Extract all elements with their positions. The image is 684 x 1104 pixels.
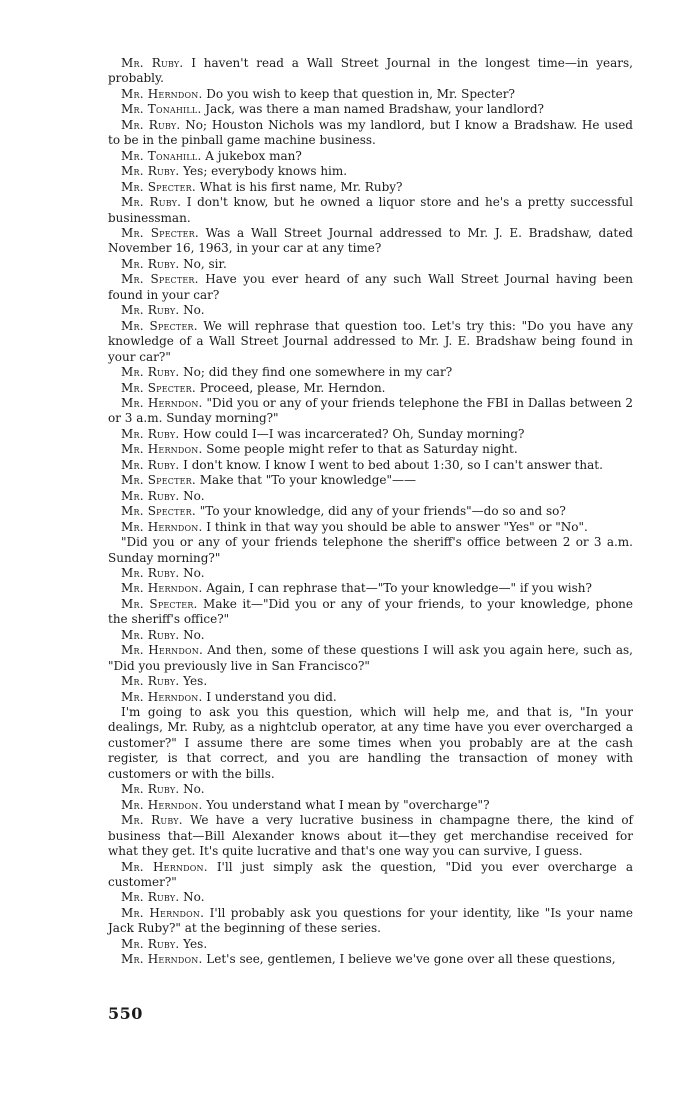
speaker-name: Mr. Ruby. bbox=[121, 782, 180, 797]
transcript-paragraph bbox=[108, 489, 633, 504]
transcript-paragraph bbox=[108, 149, 633, 164]
speaker-name: Mr. Herndon. bbox=[121, 859, 208, 874]
transcript-paragraph bbox=[108, 319, 633, 365]
speech-text: I'm going to ask you this question, which will help me, and that is, "In your dealings, Mr. Ruby, as a nightclub operator, at any time have you ever overcharged a customer?" I assume there are some times when you probably are at the cash register, is that correct, and you are handling the transaction of money with customers or with the bills. bbox=[108, 705, 633, 781]
speech-text: No. bbox=[179, 627, 205, 642]
transcript-page bbox=[108, 56, 633, 968]
speaker-name: Mr. Ruby. bbox=[121, 256, 180, 271]
speaker-name: Mr. Specter. bbox=[121, 473, 196, 488]
speaker-name: Mr. Ruby. bbox=[121, 195, 182, 210]
transcript-paragraph bbox=[108, 226, 633, 257]
speaker-name: Mr. Specter. bbox=[121, 179, 196, 194]
transcript-paragraph bbox=[108, 164, 633, 179]
speech-text: I don't know, but he owned a liquor store and he's a pretty successful businessman. bbox=[108, 195, 633, 225]
transcript-paragraph bbox=[108, 860, 633, 891]
speech-text: Have you ever heard of any such Wall Street Journal having been found in your car? bbox=[108, 272, 634, 302]
transcript-paragraph bbox=[108, 303, 633, 318]
transcript-paragraph bbox=[108, 118, 633, 149]
speech-text: No, sir. bbox=[179, 256, 227, 271]
speaker-name: Mr. Ruby. bbox=[121, 117, 181, 132]
speech-text: And then, some of these questions I will ask you again here, such as, "Did you previously live in San Francisco?" bbox=[108, 643, 633, 673]
transcript-paragraph bbox=[108, 566, 633, 581]
speech-text: "Did you or any of your friends telephone the FBI in Dallas between 2 or 3 a.m. Sunday morning?" bbox=[108, 395, 633, 426]
transcript-paragraph bbox=[108, 906, 633, 937]
speech-text: I understand you did. bbox=[202, 689, 337, 704]
speaker-name: Mr. Ruby. bbox=[121, 936, 180, 951]
speech-text: Was a Wall Street Journal addressed to Mr. J. E. Bradshaw, dated November 16, 1963, in your car at any time? bbox=[108, 225, 633, 256]
speech-text: Yes; everybody knows him. bbox=[179, 164, 348, 179]
speaker-name: Mr. Ruby. bbox=[121, 890, 180, 905]
speaker-name: Mr. Herndon. bbox=[121, 689, 203, 704]
transcript-paragraph bbox=[108, 442, 633, 457]
transcript-paragraph bbox=[108, 458, 633, 473]
speech-text: No. bbox=[179, 303, 205, 318]
speaker-name: Mr. Ruby. bbox=[121, 627, 180, 642]
speech-text: Let's see, gentlemen, I believe we've gone over all these questions, bbox=[202, 952, 616, 967]
transcript-paragraph bbox=[108, 56, 633, 87]
speech-text: No. bbox=[179, 782, 205, 797]
speech-text: Yes. bbox=[179, 674, 208, 689]
speaker-name: Mr. Ruby. bbox=[121, 303, 180, 318]
speech-text: How could I—I was incarcerated? Oh, Sunday morning? bbox=[179, 426, 525, 441]
speaker-name: Mr. Tonahill. bbox=[121, 148, 202, 163]
transcript-paragraph bbox=[108, 272, 633, 303]
speech-text: No. bbox=[179, 890, 205, 905]
speech-text: I'll probably ask you questions for your identity, like "Is your name Jack Ruby?" at the beginning of these series. bbox=[108, 905, 633, 936]
speech-text: I'll just simply ask the question, "Did you ever overcharge a customer?" bbox=[108, 859, 633, 890]
speaker-name: Mr. Herndon. bbox=[121, 581, 203, 596]
transcript-paragraph bbox=[108, 690, 633, 705]
transcript-paragraph bbox=[108, 520, 633, 535]
speech-text: I think in that way you should be able to answer "Yes" or "No". bbox=[202, 519, 588, 534]
transcript-paragraph bbox=[108, 674, 633, 689]
transcript-paragraph bbox=[108, 396, 633, 427]
transcript-paragraph bbox=[108, 257, 633, 272]
speaker-name: Mr. Herndon. bbox=[121, 905, 205, 920]
speech-text: No. bbox=[179, 488, 205, 503]
speaker-name: Mr. Ruby. bbox=[121, 457, 180, 472]
transcript-paragraph bbox=[108, 535, 633, 566]
speech-text: No; Houston Nichols was my landlord, but I know a Bradshaw. He used to be in the pinball game machine business. bbox=[108, 117, 633, 148]
speaker-name: Mr. Tonahill. bbox=[121, 102, 202, 117]
speech-text: No. bbox=[179, 565, 205, 580]
speaker-name: Mr. Specter. bbox=[121, 380, 196, 395]
transcript-paragraph bbox=[108, 581, 633, 596]
transcript-paragraph bbox=[108, 890, 633, 905]
speech-text: Some people might refer to that as Saturday night. bbox=[202, 442, 518, 457]
speech-text: We will rephrase that question too. Let's try this: "Do you have any knowledge of a Wall Street Journal addressed to Mr. J. E. Bradshaw being found in your car?" bbox=[108, 318, 633, 364]
speaker-name: Mr. Herndon. bbox=[121, 797, 203, 812]
transcript-paragraph bbox=[108, 87, 633, 102]
speech-text: No; did they find one somewhere in my car? bbox=[179, 365, 453, 380]
speech-text: Make that "To your knowledge"—— bbox=[195, 473, 417, 488]
transcript-paragraph bbox=[108, 365, 633, 380]
speech-text: "To your knowledge, did any of your friends"—do so and so? bbox=[195, 504, 566, 519]
speech-text: Again, I can rephrase that—"To your knowledge—" if you wish? bbox=[202, 581, 592, 596]
speaker-name: Mr. Specter. bbox=[121, 596, 198, 611]
transcript-paragraph bbox=[108, 813, 633, 859]
speech-text: I don't know. I know I went to bed about 1:30, so I can't answer that. bbox=[179, 457, 603, 472]
page-number: 550 bbox=[108, 1004, 143, 1023]
transcript-body bbox=[108, 56, 633, 968]
speaker-name: Mr. Herndon. bbox=[121, 395, 203, 410]
speech-text: You understand what I mean by "overcharge"? bbox=[202, 797, 490, 812]
speaker-name: Mr. Herndon. bbox=[121, 952, 203, 967]
speaker-name: Mr. Ruby. bbox=[121, 56, 184, 70]
transcript-paragraph bbox=[108, 782, 633, 797]
speech-text: "Did you or any of your friends telephone the sheriff's office between 2 or 3 a.m. Sunday morning?" bbox=[108, 535, 633, 565]
speaker-name: Mr. Specter. bbox=[121, 504, 196, 519]
transcript-paragraph bbox=[108, 597, 633, 628]
speech-text: What is his first name, Mr. Ruby? bbox=[195, 179, 403, 194]
transcript-paragraph bbox=[108, 952, 633, 967]
transcript-paragraph bbox=[108, 937, 633, 952]
transcript-paragraph bbox=[108, 195, 633, 226]
transcript-paragraph bbox=[108, 427, 633, 442]
speaker-name: Mr. Ruby. bbox=[121, 674, 180, 689]
transcript-paragraph bbox=[108, 705, 633, 782]
speech-text: We have a very lucrative business in champagne there, the kind of business that—Bill Alexander knows about it—they get merchandise received for what they get. It's quite lucrative and that's one way you can survive, I guess. bbox=[108, 813, 633, 859]
transcript-paragraph bbox=[108, 643, 633, 674]
speech-text: Jack, was there a man named Bradshaw, your landlord? bbox=[201, 102, 544, 117]
speaker-name: Mr. Herndon. bbox=[121, 519, 203, 534]
speech-text: Yes. bbox=[179, 936, 208, 951]
speaker-name: Mr. Ruby. bbox=[121, 365, 180, 380]
speech-text: I haven't read a Wall Street Journal in the longest time—in years, probably. bbox=[108, 56, 633, 86]
speech-text: Make it—"Did you or any of your friends, to your knowledge, phone the sheriff's office?" bbox=[108, 596, 634, 627]
transcript-paragraph bbox=[108, 798, 633, 813]
speaker-name: Mr. Herndon. bbox=[121, 442, 203, 457]
transcript-paragraph bbox=[108, 381, 633, 396]
speaker-name: Mr. Specter. bbox=[121, 318, 198, 333]
speaker-name: Mr. Ruby. bbox=[121, 426, 180, 441]
transcript-paragraph bbox=[108, 102, 633, 117]
transcript-paragraph bbox=[108, 628, 633, 643]
speaker-name: Mr. Ruby. bbox=[121, 488, 180, 503]
speaker-name: Mr. Specter. bbox=[121, 272, 199, 287]
speech-text: Do you wish to keep that question in, Mr. Specter? bbox=[202, 86, 515, 101]
speech-text: A jukebox man? bbox=[201, 148, 302, 163]
transcript-paragraph bbox=[108, 180, 633, 195]
speech-text: Proceed, please, Mr. Herndon. bbox=[195, 380, 386, 395]
speaker-name: Mr. Herndon. bbox=[121, 86, 203, 101]
speaker-name: Mr. Herndon. bbox=[121, 643, 203, 658]
transcript-paragraph bbox=[108, 504, 633, 519]
speaker-name: Mr. Ruby. bbox=[121, 813, 183, 828]
speaker-name: Mr. Ruby. bbox=[121, 164, 180, 179]
speaker-name: Mr. Ruby. bbox=[121, 565, 180, 580]
speaker-name: Mr. Specter. bbox=[121, 225, 199, 240]
transcript-paragraph bbox=[108, 473, 633, 488]
